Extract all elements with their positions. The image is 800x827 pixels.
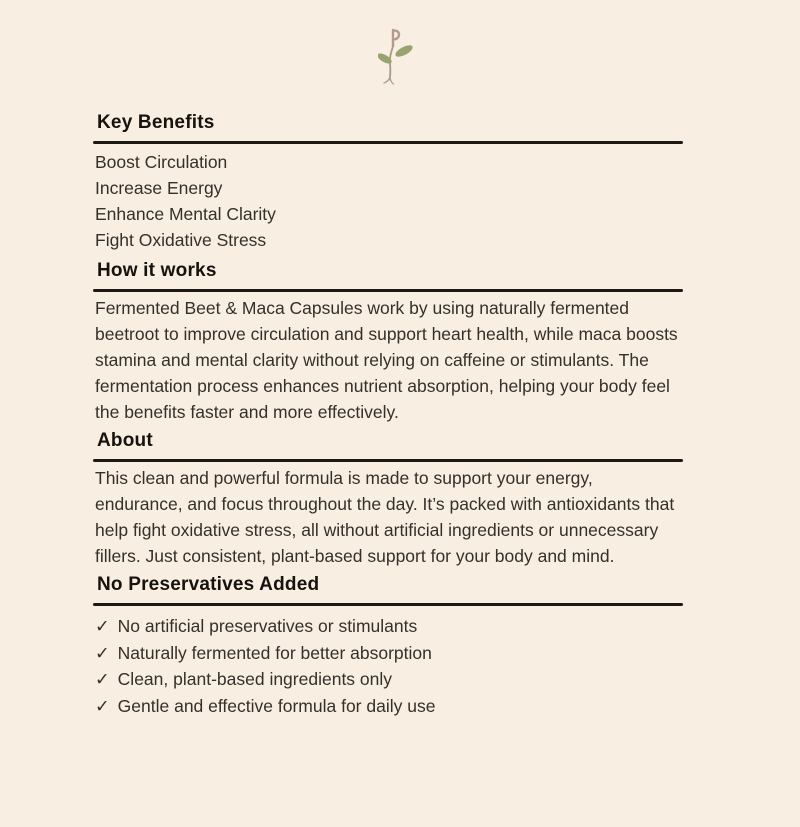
divider-rule xyxy=(93,141,683,144)
divider-rule xyxy=(93,289,683,292)
checklist-item-label: Clean, plant-based ingredients only xyxy=(117,669,393,689)
no-preservatives-list xyxy=(93,609,683,719)
benefit-item: Increase Energy xyxy=(95,178,223,198)
checkmark-icon: ✓ xyxy=(95,669,110,689)
section-how-it-works xyxy=(93,258,683,425)
checklist-item xyxy=(95,666,683,693)
section-no-preservatives xyxy=(93,572,683,719)
divider-rule xyxy=(93,459,683,462)
key-benefits-heading: Key Benefits xyxy=(97,112,215,133)
plant-logo xyxy=(378,27,422,85)
key-benefits-list xyxy=(93,147,683,255)
about-heading: About xyxy=(97,430,153,451)
checkmark-icon: ✓ xyxy=(95,695,110,716)
about-text: This clean and powerful formula is made to support your energy, endurance, and focus throughout the day. It’s packed with antioxidants that help fight oxidative stress, all without artificial ingredients or unnecessary fillers. Just consistent, plant-based support for your body and mind. xyxy=(95,468,675,566)
checkmark-icon: ✓ xyxy=(95,616,110,636)
checklist-item xyxy=(95,613,683,640)
section-about xyxy=(93,428,683,569)
divider-rule xyxy=(93,603,683,606)
checklist-item-label: Naturally fermented for better absorption xyxy=(117,642,432,663)
how-it-works-text: Fermented Beet & Maca Capsules work by using naturally fermented beetroot to improve circulation and support heart health, while maca boosts stamina and mental clarity without relying on caffeine or stimulants. The fermentation process enhances nutrient absorption, helping your body feel the benefits faster and more effectively. xyxy=(95,298,678,422)
checklist-item-label: No artificial preservatives or stimulants xyxy=(117,616,418,636)
checklist-item xyxy=(95,693,683,720)
benefit-item: Fight Oxidative Stress xyxy=(95,230,267,250)
benefit-item: Boost Circulation xyxy=(95,152,228,172)
product-info-card xyxy=(93,110,683,719)
no-preservatives-heading: No Preservatives Added xyxy=(97,574,320,595)
checklist-item-label: Gentle and effective formula for daily use xyxy=(117,695,436,716)
benefit-item: Enhance Mental Clarity xyxy=(95,204,276,224)
checklist-item xyxy=(95,640,683,667)
checkmark-icon: ✓ xyxy=(95,642,110,663)
plant-logo-icon xyxy=(378,27,422,85)
how-it-works-heading: How it works xyxy=(97,260,217,281)
section-key-benefits xyxy=(93,110,683,255)
